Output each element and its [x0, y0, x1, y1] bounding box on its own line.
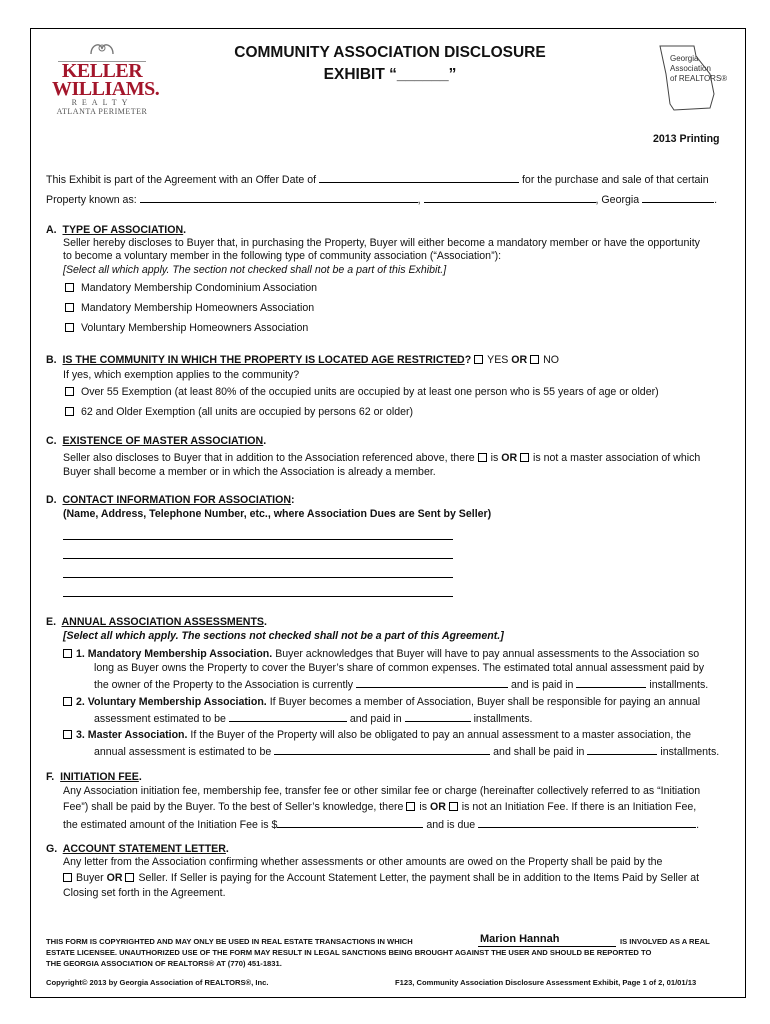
property-address-field[interactable] [140, 192, 418, 203]
section-title: TYPE OF ASSOCIATION [62, 224, 184, 236]
comma: , [417, 194, 421, 206]
section-end: . [138, 771, 142, 783]
kw-emblem-icon [87, 40, 117, 58]
option-label: Mandatory Membership Homeowners Association [80, 302, 315, 314]
section-end: . [263, 435, 267, 447]
option-label: Mandatory Membership Condominium Association [80, 282, 318, 294]
exhibit-title: EXHIBIT “______” [323, 66, 457, 83]
section-f-text-1: Any Association initiation fee, membership fee, transfer fee or other similar fee or charge (hereinafter collectively referred to as “Initiation [63, 785, 701, 797]
section-title: IS THE COMMUNITY IN WHICH THE PROPERTY IS LOCATED AGE RESTRICTED [62, 354, 465, 366]
option-label: Over 55 Exemption (at least 80% of the occupied units are occupied by at least one person who is 55 years of age or older) [80, 386, 659, 398]
text: annual assessment is estimated to be [94, 746, 272, 758]
contact-line-1[interactable] [63, 539, 453, 540]
text: the estimated amount of the Initiation Fee is $ [63, 819, 278, 831]
assessment-voluntary-2 [94, 711, 532, 725]
voluntary-amount-field[interactable] [229, 711, 347, 722]
question-mark: ? [464, 354, 472, 366]
section-title: INITIATION FEE [60, 771, 139, 783]
text: the owner of the Property to the Association is currently [94, 679, 354, 691]
assoc-option-hoa[interactable] [65, 302, 314, 314]
mandatory-installments-field[interactable] [576, 677, 646, 688]
statement-buyer-checkbox[interactable] [63, 873, 72, 882]
age-restricted-no-checkbox[interactable] [530, 355, 539, 364]
text: and is paid in [511, 679, 574, 691]
item-title: 1. Mandatory Membership Association. [76, 648, 273, 660]
section-b-heading [46, 354, 559, 366]
section-c-text-2: Buyer shall become a member or in which the Association is already a member. [63, 466, 436, 478]
assoc-option-condo[interactable] [65, 282, 317, 294]
period: . [714, 194, 718, 206]
section-g-text-3: Closing set forth in the Agreement. [63, 887, 226, 899]
text: installments. [473, 713, 533, 725]
checkbox[interactable] [65, 283, 74, 292]
text: Fee”) shall be paid by the Buyer. To the best of Seller’s knowledge, there [63, 801, 404, 813]
initiation-fee-due-field[interactable] [478, 817, 696, 828]
or-label: OR [429, 801, 446, 813]
footer-line-2: ESTATE LICENSEE. UNAUTHORIZED USE OF THE FORM MAY RESULT IN LEGAL SANCTIONS BEING BROUGHT AGAINST THE USER AND SHOULD BE REPORTED TO [46, 948, 652, 957]
master-installments-field[interactable] [587, 744, 657, 755]
is-label: is [419, 801, 427, 813]
master-checkbox[interactable] [63, 730, 72, 739]
item-title: 2. Voluntary Membership Association. [76, 696, 267, 708]
assessment-master [63, 729, 691, 741]
section-g-text-1: Any letter from the Association confirming whether assessments or other amounts are owed on the Property shall be paid by the [63, 856, 663, 868]
page-title: COMMUNITY ASSOCIATION DISCLOSURE [234, 44, 546, 61]
text: installments. [649, 679, 709, 691]
section-b-text: If yes, which exemption applies to the community? [63, 369, 300, 381]
section-c-text-1 [63, 452, 700, 464]
initiation-fee-amount-field[interactable] [277, 817, 423, 828]
section-letter: G. [46, 843, 58, 855]
section-d-sub: (Name, Address, Telephone Number, etc., where Association Dues are Sent by Seller) [63, 508, 492, 520]
initiation-fee-is-checkbox[interactable] [406, 802, 415, 811]
or-label: OR [501, 452, 518, 464]
assessment-master-2 [94, 744, 719, 758]
property-label: Property known as: [46, 194, 137, 206]
section-a-heading [46, 224, 186, 236]
section-g-heading [46, 843, 229, 855]
text: is not an Initiation Fee. If there is an Initiation Fee, [461, 801, 697, 813]
master-assoc-is-checkbox[interactable] [478, 453, 487, 462]
intro-text: This Exhibit is part of the Agreement with an Offer Date of [46, 174, 317, 186]
assessment-mandatory-2: long as Buyer owns the Property to cover the Buyer’s share of common expenses. The estimated total annual assessment paid by [94, 662, 705, 674]
master-assoc-is-not-checkbox[interactable] [520, 453, 529, 462]
footer-line-1: THIS FORM IS COPYRIGHTED AND MAY ONLY BE USED IN REAL ESTATE TRANSACTIONS IN WHICH [46, 937, 413, 946]
section-title: ANNUAL ASSOCIATION ASSESSMENTS [61, 616, 264, 628]
item-text: If Buyer becomes a member of Association, Buyer shall be responsible for paying an annual [269, 696, 701, 708]
section-end: : [291, 494, 295, 506]
section-a-text-2: to become a voluntary member in the following type of community association (“Association”): [63, 250, 502, 262]
contact-line-3[interactable] [63, 577, 453, 578]
checkbox[interactable] [65, 387, 74, 396]
option-label: Voluntary Membership Homeowners Association [80, 322, 309, 334]
buyer-label: Buyer [76, 872, 104, 884]
licensee-name[interactable]: Marion Hannah [480, 933, 560, 945]
no-label: NO [543, 354, 560, 366]
section-a-note: [Select all which apply. The section not checked shall not be a part of this Exhibit.] [63, 264, 447, 276]
offer-date-field[interactable] [319, 172, 519, 183]
georgia-label: , Georgia [595, 194, 640, 206]
section-d-heading [46, 494, 295, 506]
text: is not a master association of which [533, 452, 701, 464]
contact-line-2[interactable] [63, 558, 453, 559]
mandatory-checkbox[interactable] [63, 649, 72, 658]
is-label: is [490, 452, 499, 464]
gar-line1: Georgia [670, 54, 699, 63]
logo-realty: REALTY [71, 98, 133, 107]
section-a-text-1: Seller hereby discloses to Buyer that, in purchasing the Property, Buyer will either become a mandatory member or have the opportunity [63, 237, 700, 249]
section-f-heading [46, 771, 142, 783]
text: . [696, 819, 700, 831]
georgia-association-realtors-logo [650, 44, 730, 120]
section-f-text-3 [63, 817, 699, 831]
item-text: Buyer acknowledges that Buyer will have to pay annual assessments to the Association so [275, 648, 700, 660]
intro-line-1 [46, 172, 709, 186]
or-label: OR [511, 354, 528, 366]
section-e-note: [Select all which apply. The sections not checked shall not be a part of this Agreement.] [63, 630, 504, 642]
keller-williams-logo [52, 40, 160, 120]
section-letter: F. [46, 771, 55, 783]
section-letter: C. [46, 435, 57, 447]
assessment-mandatory-3 [94, 677, 708, 691]
gar-line2: Association [670, 64, 711, 73]
form-id: F123, Community Association Disclosure Assessment Exhibit, Page 1 of 2, 01/01/13 [395, 978, 697, 987]
item-text: If the Buyer of the Property will also be obligated to pay an annual assessment to a master association, the [190, 729, 691, 741]
text: Seller also discloses to Buyer that in addition to the Association referenced above, there [63, 452, 475, 464]
footer-line-1b: IS INVOLVED AS A REAL [620, 937, 710, 946]
yes-label: YES [487, 354, 509, 366]
text: and shall be paid in [493, 746, 585, 758]
section-letter: A. [46, 224, 57, 236]
mandatory-amount-field[interactable] [356, 677, 508, 688]
section-title: ACCOUNT STATEMENT LETTER [62, 843, 226, 855]
checkbox[interactable] [65, 303, 74, 312]
voluntary-installments-field[interactable] [405, 711, 471, 722]
section-f-text-2 [63, 801, 696, 813]
option-label: 62 and Older Exemption (all units are occupied by persons 62 or older) [80, 406, 414, 418]
exemption-55[interactable] [65, 386, 659, 398]
footer-line-3: THE GEORGIA ASSOCIATION OF REALTORS® AT (770) 451-1831. [46, 959, 282, 968]
master-amount-field[interactable] [274, 744, 490, 755]
text: and paid in [349, 713, 402, 725]
checkbox[interactable] [65, 323, 74, 332]
assessment-mandatory [63, 648, 699, 660]
section-end: . [225, 843, 229, 855]
logo-office: ATLANTA PERIMETER [56, 107, 148, 116]
gar-line3: of REALTORS® [670, 74, 728, 83]
contact-line-4[interactable] [63, 596, 453, 597]
section-title: CONTACT INFORMATION FOR ASSOCIATION [62, 494, 292, 506]
age-restricted-yes-checkbox[interactable] [474, 355, 483, 364]
section-letter: D. [46, 494, 57, 506]
printing-year: 2013 Printing [653, 133, 720, 145]
or-label: OR [106, 872, 123, 884]
property-zip-field[interactable] [642, 192, 714, 203]
item-title: 3. Master Association. [76, 729, 188, 741]
section-end: . [183, 224, 187, 236]
assessment-voluntary [63, 696, 700, 708]
property-city-field[interactable] [424, 192, 596, 203]
section-title: EXISTENCE OF MASTER ASSOCIATION [62, 435, 264, 447]
text: installments. [660, 746, 720, 758]
checkbox[interactable] [65, 407, 74, 416]
text: Seller. If Seller is paying for the Account Statement Letter, the payment shall be in addition to the Items Paid by Seller at [138, 872, 700, 884]
voluntary-checkbox[interactable] [63, 697, 72, 706]
initiation-fee-is-not-checkbox[interactable] [449, 802, 458, 811]
section-letter: B. [46, 354, 57, 366]
text: assessment estimated to be [94, 713, 226, 725]
section-letter: E. [46, 616, 57, 628]
intro-text-2: for the purchase and sale of that certain [521, 174, 709, 186]
statement-seller-checkbox[interactable] [125, 873, 134, 882]
section-end: . [264, 616, 267, 628]
section-c-heading [46, 435, 266, 447]
logo-brand: KELLER WILLIAMS. [52, 60, 160, 100]
assoc-option-voluntary[interactable] [65, 322, 308, 334]
text: and is due [426, 819, 476, 831]
licensee-line [478, 946, 616, 947]
intro-line-2 [46, 192, 717, 206]
exemption-62[interactable] [65, 406, 413, 418]
copyright: Copyright© 2013 by Georgia Association of REALTORS®, Inc. [46, 978, 269, 987]
section-e-heading [46, 616, 267, 628]
section-g-text-2 [63, 872, 699, 884]
